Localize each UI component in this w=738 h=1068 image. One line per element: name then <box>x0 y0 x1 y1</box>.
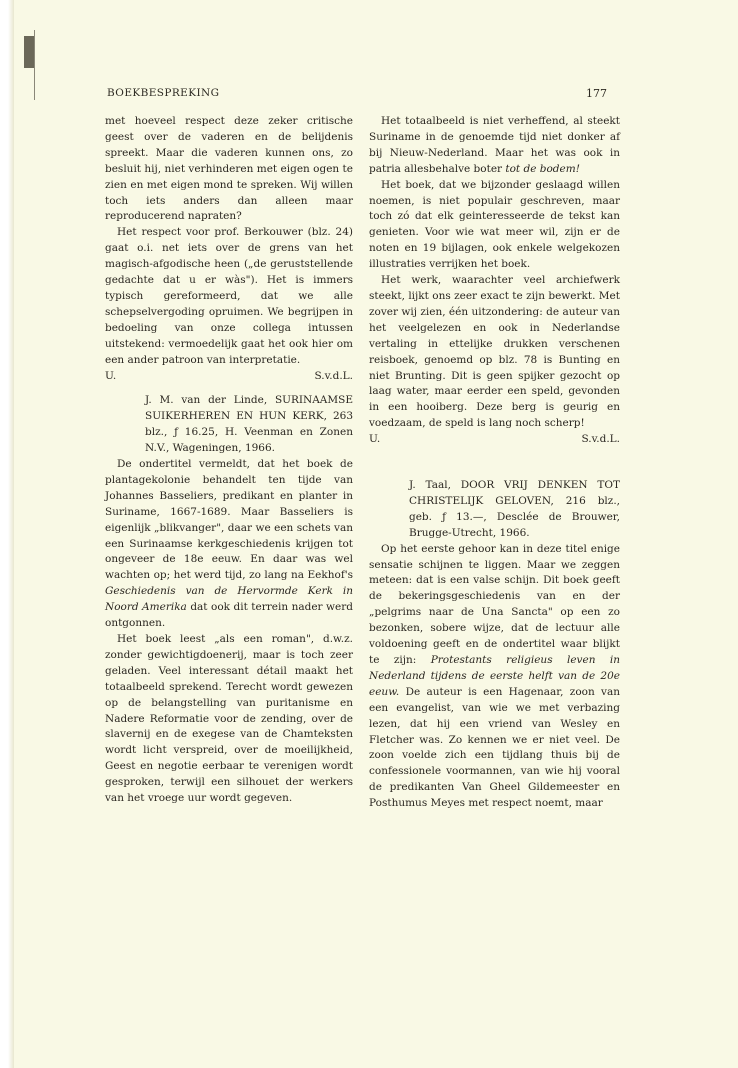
scan-registration-line <box>34 30 35 100</box>
review3-paragraph-first <box>369 542 620 812</box>
review2-paragraph-geslaagd: Het boek, dat we bijzonder geslaagd willen noemen, is niet populair geschreven, maar toch zó dat elk geinteresseerde de tekst kan genieten. Voor wie wat meer wil, zijn er de noten en 19 bijlagen, ook enkele welgekozen illustraties verrijken het boek. <box>369 178 620 271</box>
review2-signature <box>369 432 620 448</box>
review2-paragraph-subtitle <box>105 457 353 632</box>
review2-paragraph-totaalbeeld <box>369 114 620 178</box>
review3-citation: J. Taal, DOOR VRIJ DENKEN TOT CHRISTELIJK GELOVEN, 216 blz., geb. ƒ 13.—, Desclée de Brouwer, Brugge-Utrecht, 1966. <box>409 479 620 539</box>
scan-registration-mark <box>24 36 34 68</box>
signature-initial: U. <box>105 369 117 382</box>
page-number: 177 <box>586 87 607 100</box>
text-run: dat ook dit terrein nader werd ontgonnen. <box>105 601 353 630</box>
spacer <box>105 384 353 393</box>
book-title-italic: Geschiedenis van de Hervormde Kerk in Noord Amerika <box>105 585 353 614</box>
text-run: De auteur is een Hagenaar, zoon van een evangelist, van wie we met verbazing lezen, dat hij een vriend van Wesley en Fletcher was. Zo kennen we er niet veel. De zoon voelde zich een tijdlang thuis bij de confessionele voormannen, van wie hij vooral de predikanten Van Gheel Gildemeester en Posthumus Meyes met respect noemt, maar <box>369 685 620 810</box>
subtitle-italic: Protestants religieus leven in Nederland tijdens de eerste helft van de 20e eeuw. <box>369 654 620 698</box>
signature-reviewer: S.v.d.L. <box>314 369 353 382</box>
right-column <box>369 114 620 812</box>
signature-initial: U. <box>369 433 381 446</box>
signature-reviewer: S.v.d.L. <box>581 433 620 446</box>
scan-edge-shadow <box>0 0 14 1068</box>
left-column <box>105 114 353 807</box>
spacer <box>369 448 620 478</box>
review2-paragraph-roman: Het boek leest „als een roman", d.w.z. zonder gewichtigdoenerij, maar is toch zeer geladen. Veel interessant détail maakt het totaalbeeld sprekend. Terecht wordt gewezen op de belangstelling van puritanisme en Nadere Reformatie voor de zending, over de slavernij en de exegese van de Chamteksten wordt licht verspreid, over de moeilijkheid, Geest en negotie eerbaar te verenigen wordt gesproken, terwijl een silhouet der werkers van het vroege uur wordt gegeven. <box>105 633 353 805</box>
running-head: BOEKBESPREKING <box>107 87 220 99</box>
text-run: De ondertitel vermeldt, dat het boek de plantagekolonie behandelt ten tijde van Johannes Basseliers, predikant en planter in Suriname, 1667-1689. Maar Basseliers is eigenlijk „blikvanger", daar we een schets van een Surinaamse kerkgeschiedenis krijgen tot ongeveer de 18e eeuw. En daar was wel wachten op; het werd tijd, zo lang na Eekhof's <box>105 458 353 582</box>
text-run: Het totaalbeeld is niet verheffend, al steekt Suriname in de genoemde tijd niet donker af bij Nieuw-Nederland. Maar het was ook in patria allesbehalve boter <box>369 115 620 175</box>
review2-citation: J. M. van der Linde, SURINAAMSE SUIKERHEREN EN HUN KERK, 263 blz., ƒ 16.25, H. Veenman en Zonen N.V., Wageningen, 1966. <box>145 394 353 455</box>
review2-paragraph-archiefwerk: Het werk, waarachter veel archiefwerk steekt, lijkt ons zeer exact te zijn bewerkt. Met zover wij zien, één uitzondering: de auteur van het veelgelezen en ook in Nederlandse vertaling in ettelijke drukken verschenen reisboek, genoemd op blz. 78 is Bunting en niet Brunting. Dit is geen spijker gezocht op laag water, maar eerder een speld, gevonden in een hooiberg. Deze berg is geurig en voedzaam, de speld is lang noch scherp! <box>369 274 620 430</box>
review1-signature <box>105 369 353 385</box>
review1-paragraph-berkouwer: Het respect voor prof. Berkouwer (blz. 24) gaat o.i. net iets over de grens van het magisch-afgodische heen („de geruststellende gedachte dat u er wàs"). Het is immers typisch gereformeerd, dat we alle schepselvergoding opruimen. We begrijpen in bedoeling van onze collega intussen uitstekend: vermoedelijk gaat het ook hier om een ander patroon van interpretatie. <box>105 226 353 366</box>
review1-paragraph-continued: met hoeveel respect deze zeker critische geest over de vaderen en de belijdenis spreekt. Maar die vaderen kunnen ons, zo besluit hij, niet verhinderen met eigen ogen te zien en met eigen mond te spreken. Wij willen toch iets anders dan alleen maar reproducerend napraten? <box>105 115 353 223</box>
italic-phrase: tot de bodem! <box>505 162 580 175</box>
text-run: Op het eerste gehoor kan in deze titel enige sensatie schijnen te liggen. Maar we zeggen meteen: dat is een valse schijn. Dit boek geeft de bekeringsgeschiedenis van en der „pelgrims naar de Una Sancta" op een zo bezonken, sobere wijze, dat de lectuur alle voldoening geeft en de ondertitel waar blijkt te zijn: <box>369 542 620 666</box>
